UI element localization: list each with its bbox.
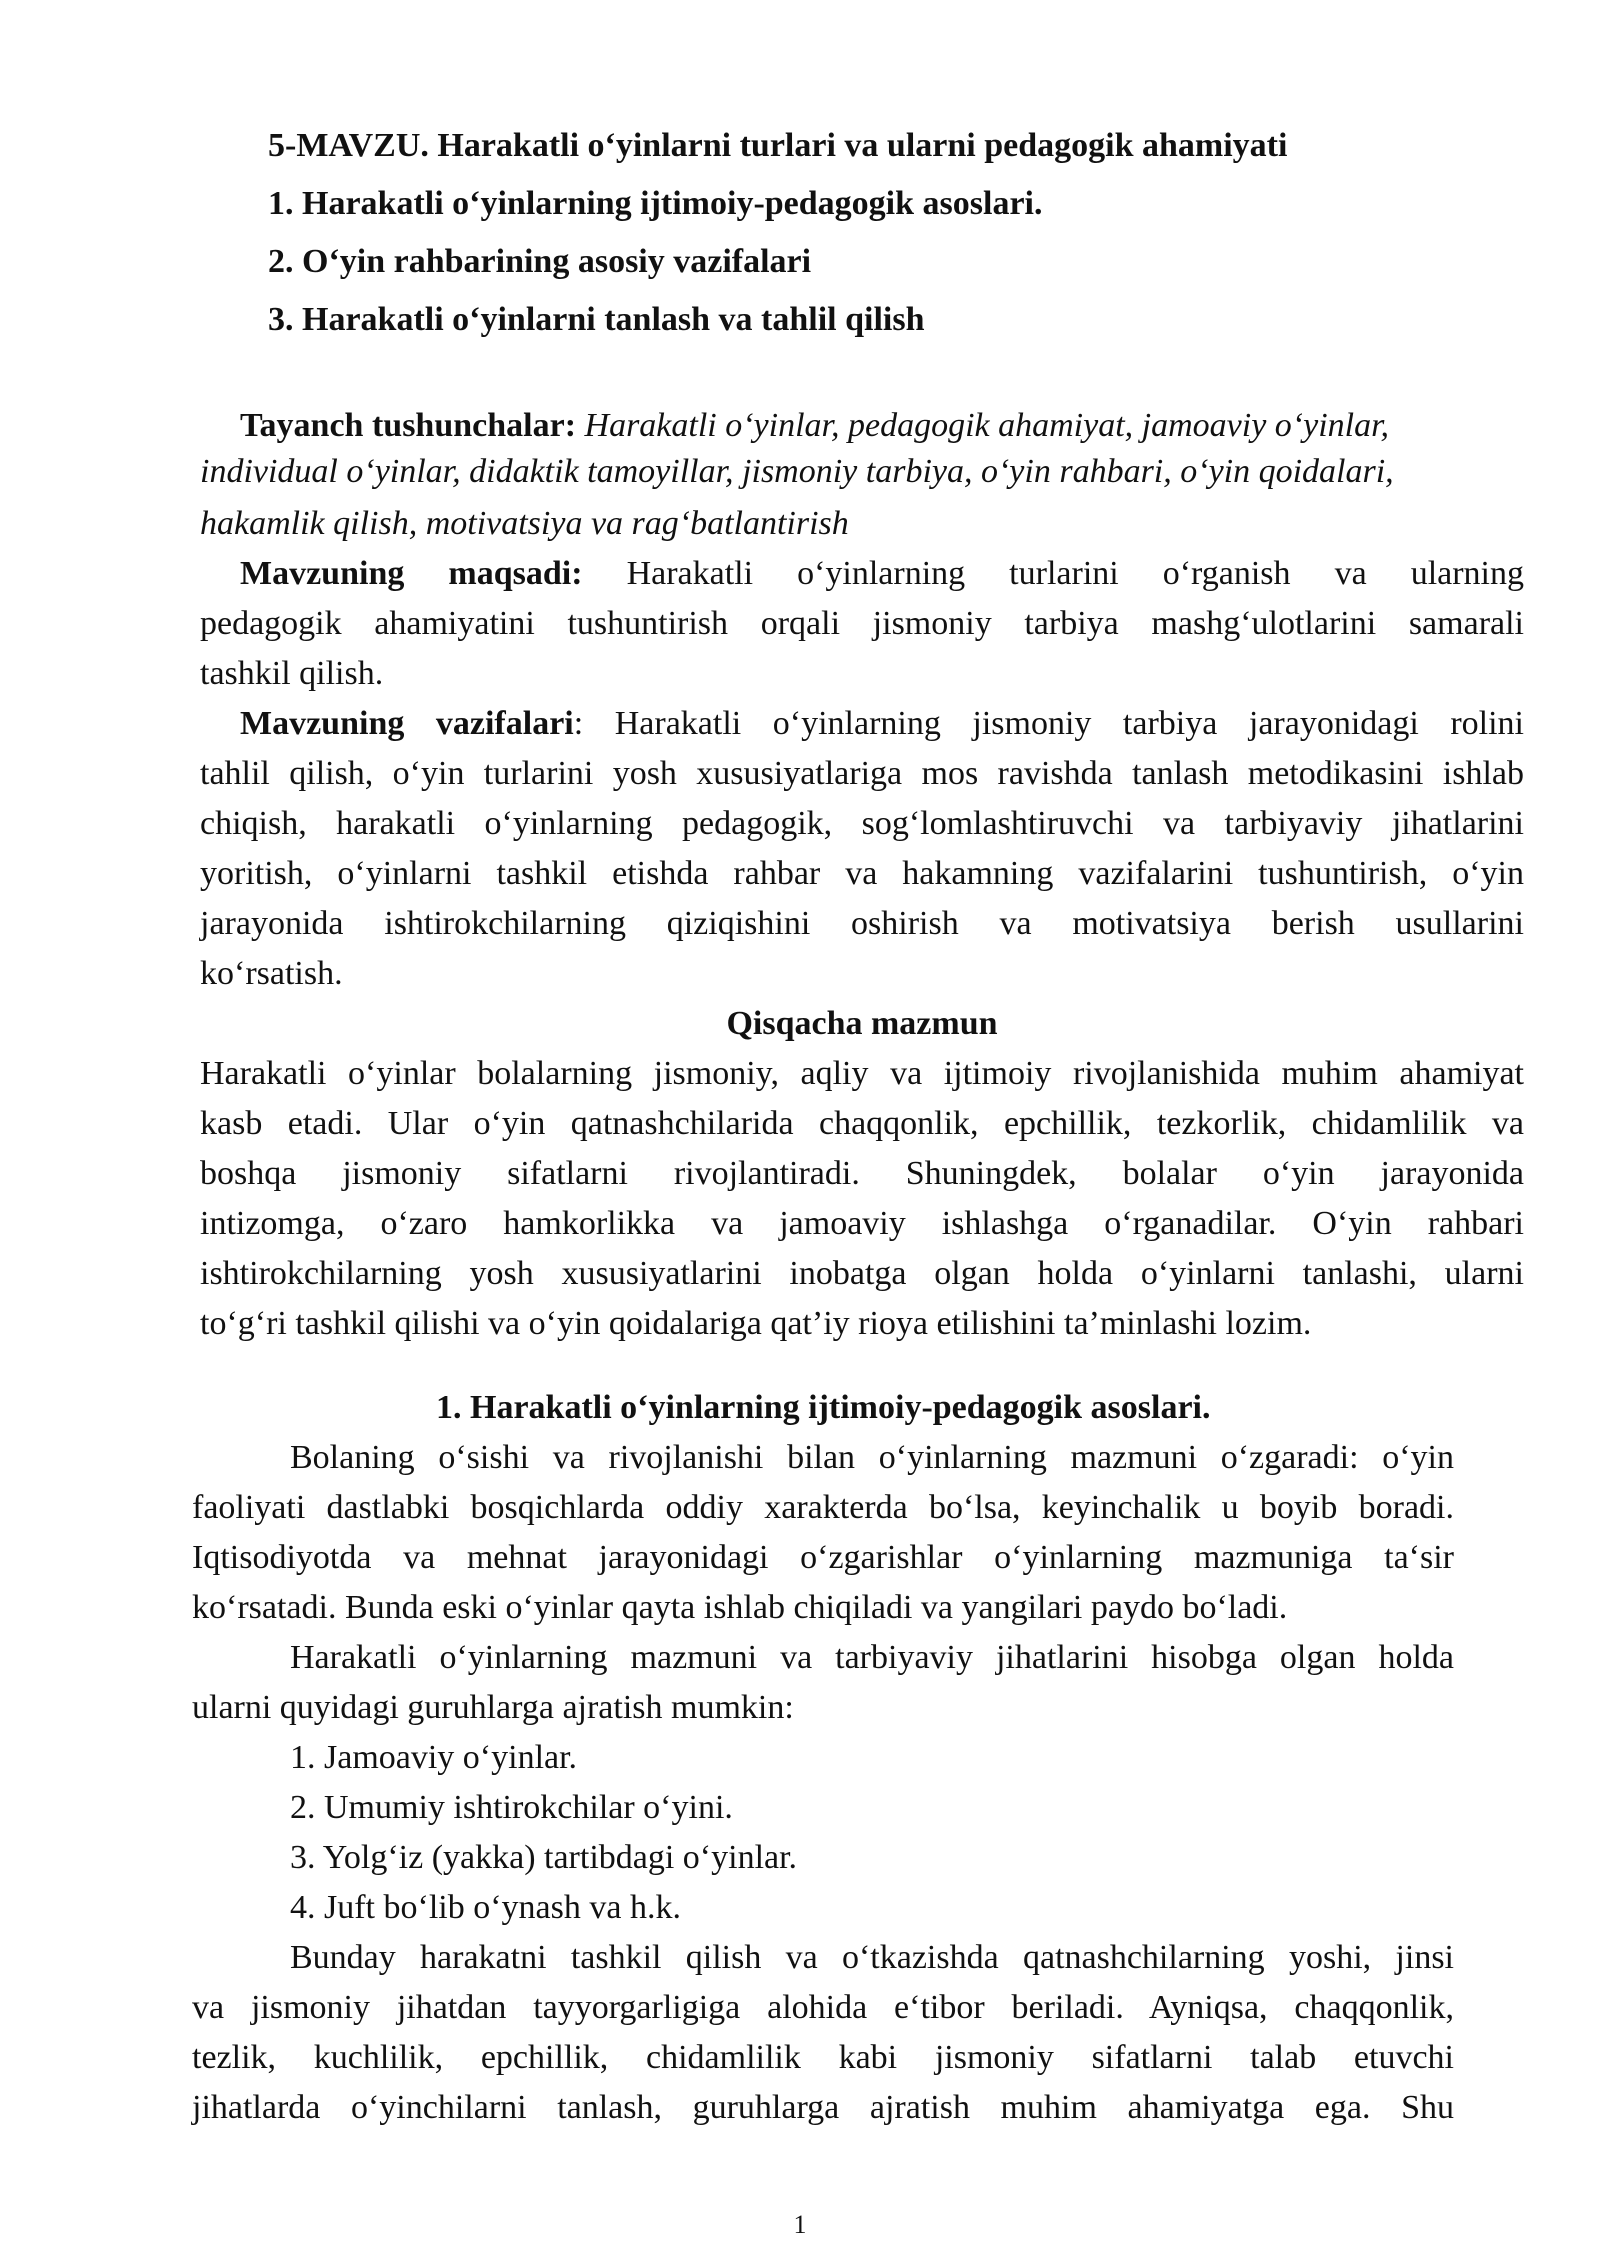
para1-line-3: Iqtisodiyotda va mehnat jarayonidagi o‘zgarishlar o‘yinlarning mazmuniga ta‘sir — [192, 1539, 1454, 1576]
plan-item-2: 2. O‘yin rahbarining asosiy vazifalari — [268, 243, 812, 280]
para3-line-2: va jismoniy jihatdan tayyorgarligiga alohida e‘tibor beriladi. Ayniqsa, chaqqonlik, — [192, 1989, 1454, 2026]
plan-item-1: 1. Harakatli o‘yinlarning ijtimoiy-pedagogik asoslari. — [268, 185, 1043, 222]
key-concepts-line-1 — [240, 402, 1389, 450]
tasks-line-6: ko‘rsatish. — [200, 955, 343, 992]
section-1-heading: 1. Harakatli o‘yinlarning ijtimoiy-pedagogik asoslari. — [436, 1389, 1211, 1426]
key-concepts-label: Tayanch tushunchalar: — [240, 407, 577, 444]
para1-line-4: ko‘rsatadi. Bunda eski o‘yinlar qayta ishlab chiqiladi va yangilari paydo bo‘ladi. — [192, 1589, 1288, 1626]
summary-line-2: kasb etadi. Ular o‘yin qatnashchilarida chaqqonlik, epchillik, tezkorlik, chidamlilik va — [200, 1105, 1524, 1142]
key-concepts-text: Harakatli o‘yinlar, pedagogik ahamiyat, jamoaviy o‘yinlar, — [576, 407, 1390, 444]
para3-line-1: Bunday harakatni tashkil qilish va o‘tkazishda qatnashchilarning yoshi, jinsi — [290, 1939, 1454, 1976]
goal-label: Mavzuning maqsadi: — [240, 555, 583, 592]
summary-line-3: boshqa jismoniy sifatlarni rivojlantiradi. Shuningdek, bolalar o‘yin jarayonida — [200, 1155, 1524, 1192]
summary-line-1: Harakatli o‘yinlar bolalarning jismoniy, aqliy va ijtimoiy rivojlanishida muhim ahamiyat — [200, 1055, 1524, 1092]
goal-line-3: tashkil qilish. — [200, 655, 384, 692]
key-concepts-line-2: individual o‘yinlar, didaktik tamoyillar, jismoniy tarbiya, o‘yin rahbari, o‘yin qoidalari, — [200, 453, 1394, 490]
tasks-text: : Harakatli o‘yinlarning jismoniy tarbiya jarayonidagi rolini — [573, 705, 1525, 742]
summary-heading: Qisqacha mazmun — [726, 1005, 998, 1042]
plan-item-3: 3. Harakatli o‘yinlarni tanlash va tahlil qilish — [268, 301, 925, 338]
para2-line-1: Harakatli o‘yinlarning mazmuni va tarbiyaviy jihatlarini hisobga olgan holda — [290, 1639, 1454, 1676]
page-number: 1 — [793, 2210, 807, 2239]
list-item-2: 2. Umumiy ishtirokchilar o‘yini. — [290, 1789, 733, 1826]
para3-line-3: tezlik, kuchlilik, epchillik, chidamlilik kabi jismoniy sifatlarni talab etuvchi — [192, 2039, 1454, 2076]
tasks-line-5: jarayonida ishtirokchilarning qiziqishini oshirish va motivatsiya berish usullarini — [200, 905, 1524, 942]
goal-line-2: pedagogik ahamiyatini tushuntirish orqali jismoniy tarbiya mashg‘ulotlarini samarali — [200, 605, 1524, 642]
topic-title: 5-MAVZU. Harakatli o‘yinlarni turlari va ularni pedagogik ahamiyati — [268, 127, 1288, 164]
summary-line-5: ishtirokchilarning yosh xususiyatlarini inobatga olgan holda o‘yinlarni tanlashi, ularni — [200, 1255, 1524, 1292]
list-item-4: 4. Juft bo‘lib o‘ynash va h.k. — [290, 1889, 681, 1926]
goal-text: Harakatli o‘yinlarning turlarini o‘rganish va ularning — [582, 555, 1524, 592]
list-item-3: 3. Yolg‘iz (yakka) tartibdagi o‘yinlar. — [290, 1839, 798, 1876]
tasks-line-3: chiqish, harakatli o‘yinlarning pedagogik, sog‘lomlashtiruvchi va tarbiyaviy jihatlarini — [200, 805, 1524, 842]
summary-line-6: to‘g‘ri tashkil qilishi va o‘yin qoidalariga qat’iy rioya etilishini ta’minlashi lozim. — [200, 1305, 1312, 1342]
para2-line-2: ularni quyidagi guruhlarga ajratish mumkin: — [192, 1689, 794, 1726]
list-item-1: 1. Jamoaviy o‘yinlar. — [290, 1739, 578, 1776]
para1-line-1: Bolaning o‘sishi va rivojlanishi bilan o‘yinlarning mazmuni o‘zgaradi: o‘yin — [290, 1439, 1454, 1476]
tasks-label: Mavzuning vazifalari — [240, 705, 574, 742]
goal-line-1 — [240, 550, 1524, 598]
para1-line-2: faoliyati dastlabki bosqichlarda oddiy xarakterda bo‘lsa, keyinchalik u boyib boradi. — [192, 1489, 1454, 1526]
tasks-line-4: yoritish, o‘yinlarni tashkil etishda rahbar va hakamning vazifalarini tushuntirish, o‘yin — [200, 855, 1524, 892]
tasks-line-2: tahlil qilish, o‘yin turlarini yosh xususiyatlariga mos ravishda tanlash metodikasini ishlab — [200, 755, 1524, 792]
para3-line-4: jihatlarda o‘yinchilarni tanlash, guruhlarga ajratish muhim ahamiyatga ega. Shu — [192, 2089, 1454, 2126]
summary-line-4: intizomga, o‘zaro hamkorlikka va jamoaviy ishlashga o‘rganadilar. O‘yin rahbari — [200, 1205, 1524, 1242]
key-concepts-line-3: hakamlik qilish, motivatsiya va rag‘batlantirish — [200, 505, 849, 542]
tasks-line-1 — [240, 700, 1524, 748]
